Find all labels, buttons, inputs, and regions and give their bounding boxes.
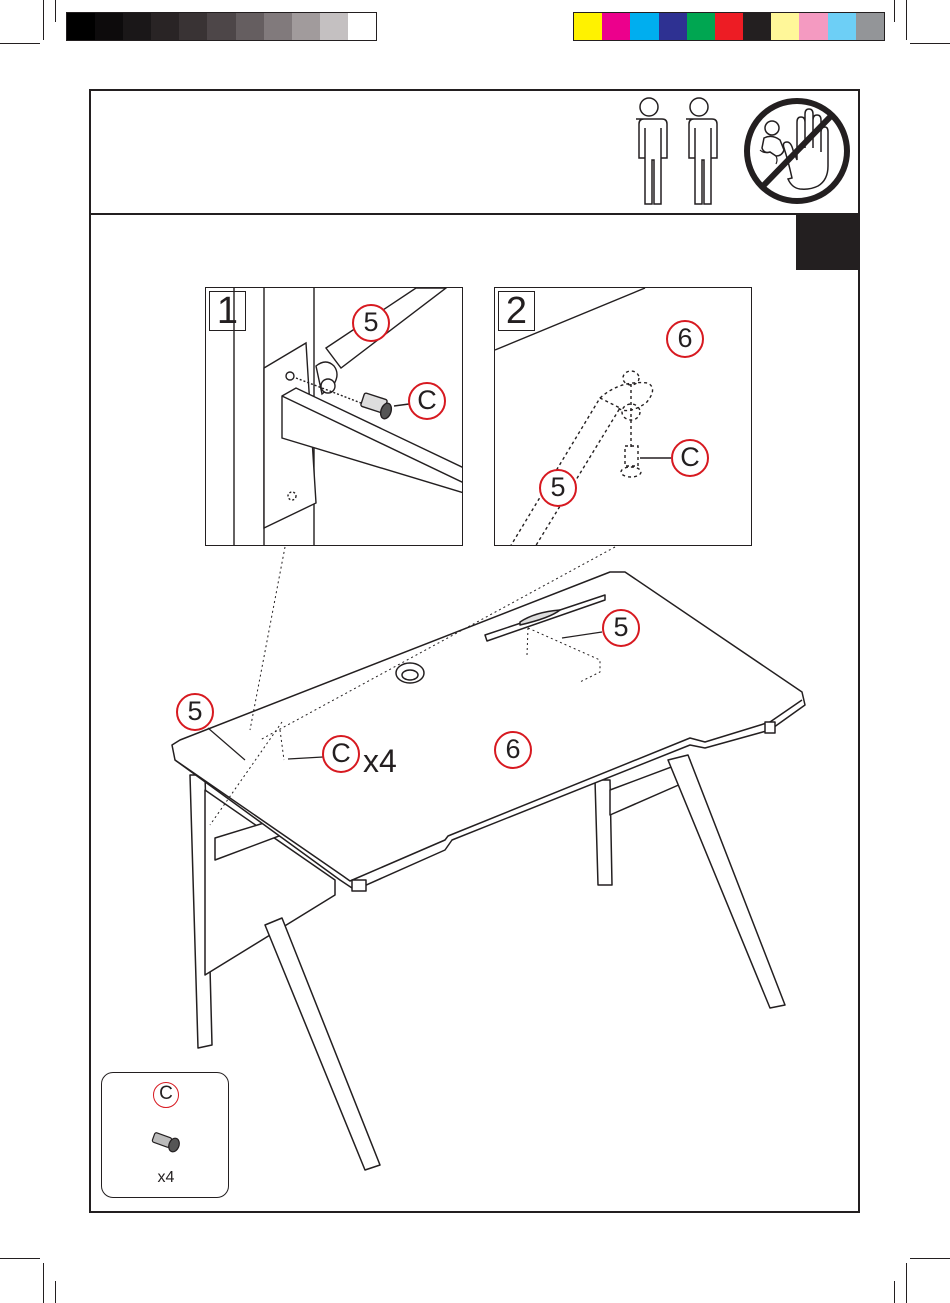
step-number: 1 <box>209 291 246 331</box>
bolt-icon <box>150 1129 184 1153</box>
part-callout: C <box>408 382 446 420</box>
quantity-label: x4 <box>363 743 397 779</box>
part-callout: 5 <box>352 304 390 342</box>
part-callout: 6 <box>494 731 532 769</box>
part-callout: 5 <box>602 609 640 647</box>
part-callout: 5 <box>176 693 214 731</box>
part-callout: C <box>671 439 709 477</box>
legend-part-callout: C <box>153 1082 179 1108</box>
part-callout: 5 <box>539 469 577 507</box>
step-number: 2 <box>498 291 535 331</box>
legend-quantity: x4 <box>157 1169 175 1186</box>
hardware-legend <box>101 1072 229 1198</box>
part-callout: 6 <box>666 320 704 358</box>
part-callout: C <box>322 735 360 773</box>
